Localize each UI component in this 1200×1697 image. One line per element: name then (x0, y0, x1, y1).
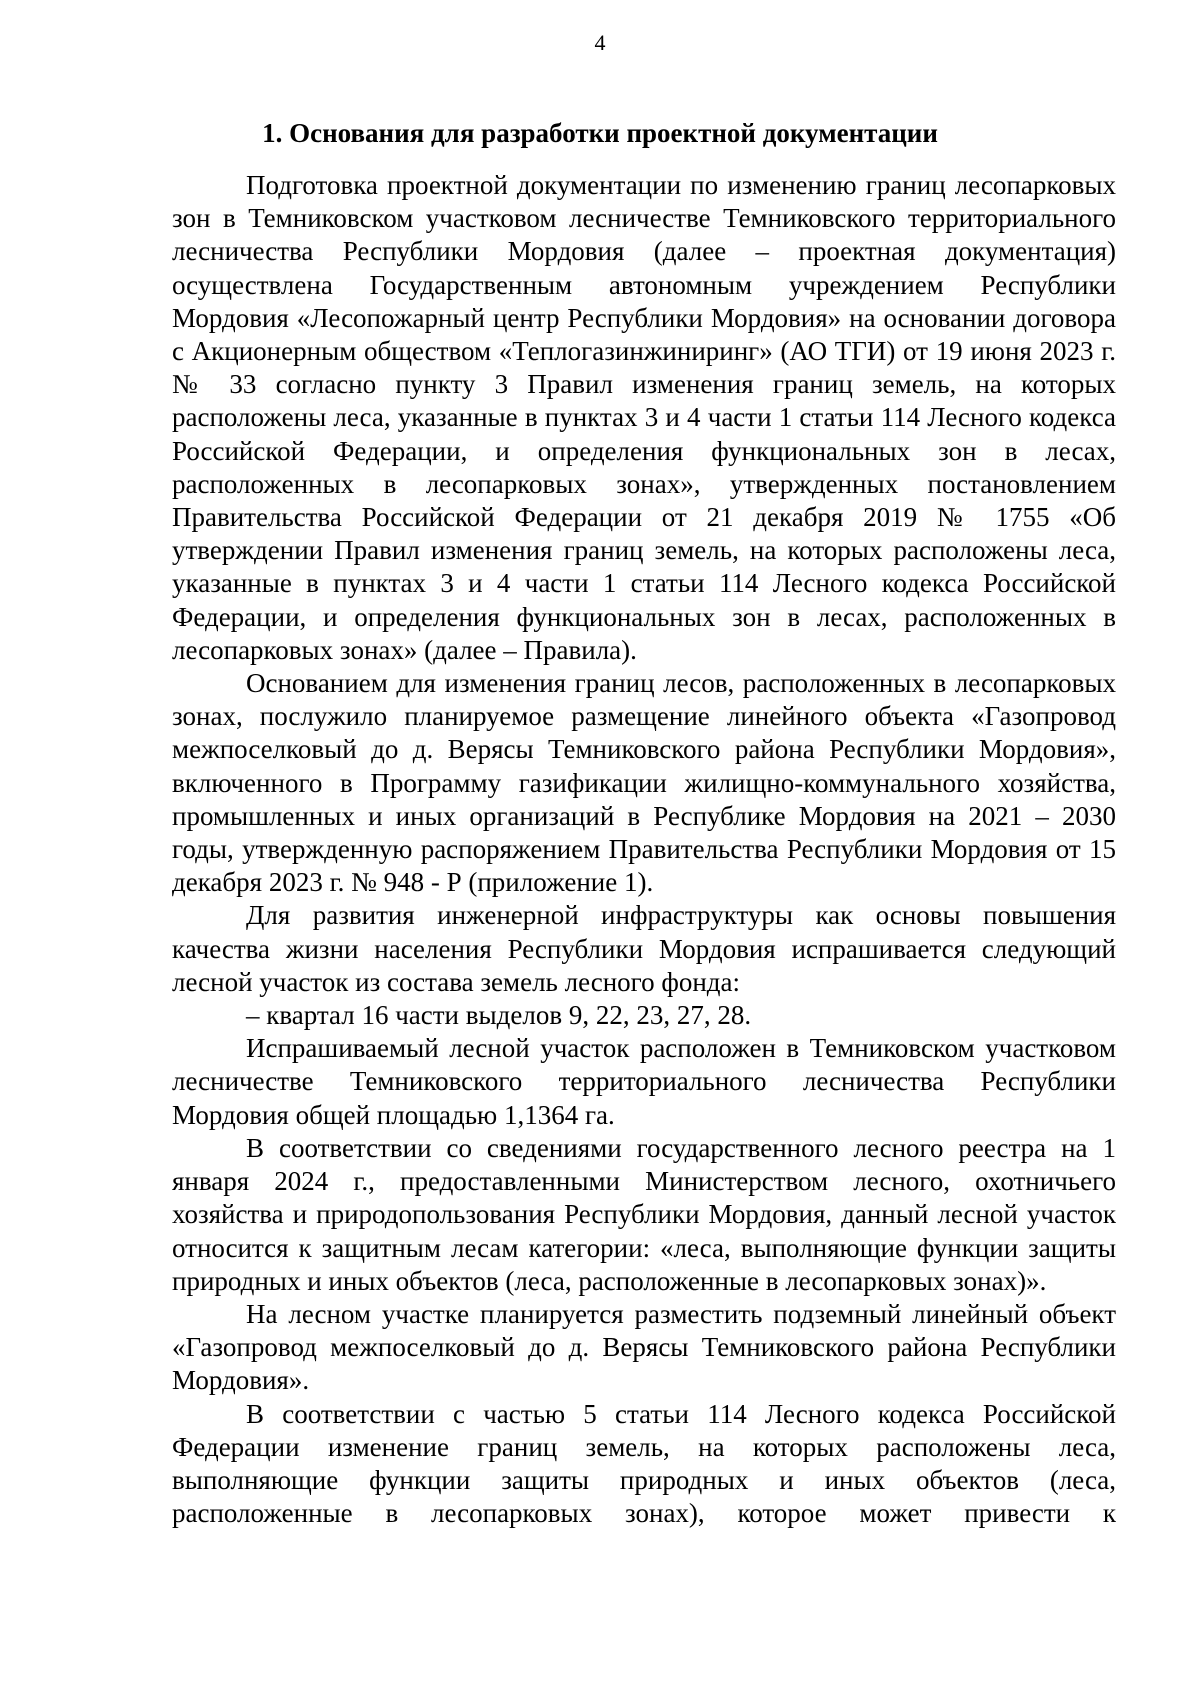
section-heading: 1. Основания для разработки проектной документации (262, 118, 938, 148)
paragraph-forest-registry: В соответствии со сведениями государственного лесного реестра на 1 января 2024 г., предоставленными Министерством лесного, охотничьего хозяйства и природопользования Республики Мордовия, данный лесной участок относится к защитным лесам категории: «леса, выполняющие функции защиты природных и иных объектов (леса, расположенные в лесопарковых зонах)». (172, 1132, 1116, 1296)
paragraph-basis-preparation: Подготовка проектной документации по изменению границ лесопарковых зон в Темниковском участковом лесничестве Темниковского территориального лесничества Республики Мордовия (далее – проектная документация) осуществлена Государственным автономным учреждением Республики Мордовия «Лесопожарный центр Республики Мордовия» на основании договора с Акционерным обществом «Теплогазинжиниринг» (АО ТГИ) от 19 июня 2023 г. № 33 согласно пункту 3 Правил изменения границ земель, на которых расположены леса, указанные в пунктах 3 и 4 части 1 статьи 114 Лесного кодекса Российской Федерации, и определения функциональных зон в лесах, расположенных в лесопарковых зонах», утвержденных постановлением Правительства Российской Федерации от 21 декабря 2019 № 1755 «Об утверждении Правил изменения границ земель, на которых расположены леса, указанные в пунктах 3 и 4 части 1 статьи 114 Лесного кодекса Российской Федерации, и определения функциональных зон в лесах, расположенных в лесопарковых зонах» (далее – Правила). (172, 170, 1116, 665)
paragraph-plot-location: Испрашиваемый лесной участок расположен в Темниковском участковом лесничестве Темниковского территориального лесничества Республики Мордовия общей площадью 1,1364 га. (172, 1033, 1116, 1130)
paragraph-basis-change: Основанием для изменения границ лесов, расположенных в лесопарковых зонах, послужило планируемое размещение линейного объекта «Газопровод межпоселковый до д. Верясы Темниковского района Республики Мордовия», включенного в Программу газификации жилищно-коммунального хозяйства, промышленных и иных организаций в Республике Мордовия на 2021 – 2030 годы, утвержденную распоряжением Правительства Республики Мордовия от 15 декабря 2023 г. № 948 - Р (приложение 1). (172, 668, 1116, 898)
paragraph-land-request: Для развития инженерной инфраструктуры как основы повышения качества жизни населения Республики Мордовия испрашивается следующий лесной участок из состава земель лесного фонда: (172, 900, 1116, 997)
list-item-quarter: – квартал 16 части выделов 9, 22, 23, 27, 28. (246, 1000, 752, 1031)
paragraph-planned-object: На лесном участке планируется разместить подземный линейный объект «Газопровод межпоселковый до д. Верясы Темниковского района Республики Мордовия». (172, 1298, 1116, 1396)
page-number: 4 (594, 30, 606, 55)
document-body (172, 169, 1116, 1530)
paragraph-forest-code: В соответствии с частью 5 статьи 114 Лесного кодекса Российской Федерации изменение границ земель, на которых расположены леса, выполняющие функции защиты природных и иных объектов (леса, расположенные в лесопарковых зонах), которое может привести к (172, 1398, 1116, 1529)
